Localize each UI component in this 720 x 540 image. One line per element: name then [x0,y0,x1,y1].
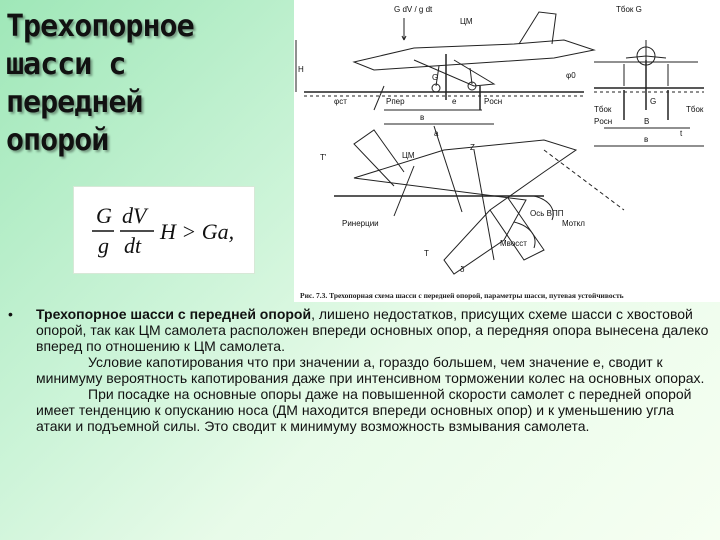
formula-num-right: dV [122,203,147,228]
fig-label-e: е [452,97,457,106]
fig-label-p-osn: Pосн [484,97,503,106]
fig-label-b-front-2: в [644,135,649,144]
bullet-mark: • [8,306,13,322]
slide-title [6,8,236,160]
paragraph-3: При посадке на основные опоры даже на повышенной скорости самолет с передней опорой имеет тенденцию к опусканию носа (ДМ находится впереди основных опор) и к уменьшению угла атаки и подъемной силы. Это сводит к минимуму возможность взмывания самолета. [36,386,692,434]
fig-label-b: в [420,113,425,122]
fig-label-p-inert: Pинерции [342,219,379,228]
fig-label-t-lower: t [680,129,683,138]
fig-label-t-bok-g: Tбок G [616,5,642,14]
bullet-paragraph [8,306,712,434]
formula-num-left: G [96,203,112,228]
aircraft-side-view [296,12,594,124]
fig-label-t-bok-right: Tбок [686,105,704,114]
formula-tail: H > Ga, [160,219,235,244]
body-text [8,306,712,434]
fig-label-g: G [432,73,439,82]
bullet-text [36,306,712,434]
title-line-4: опорой [6,123,109,158]
title-line-3: передней [6,85,143,120]
landing-gear-figure [294,0,720,302]
aircraft-front-view [594,40,704,146]
fig-label-a: а [434,129,439,138]
fig-label-top-formula: G dV / g dt [394,5,433,14]
title-line-2: шасси с [6,47,126,82]
paragraph-2: Условие капотирования что при значении а, гораздо большем, чем значение е, сводит к минимуму вероятность капотирования даже при интенсивном торможении колес на основных опорах. [36,354,705,386]
fig-label-cm-top: ЦМ [460,17,473,26]
paragraph-1-bold: Трехопорное шасси с передней опорой [36,306,312,322]
fig-label-cm-mid: ЦМ [402,151,415,160]
fig-label-phi0: φ0 [566,71,576,80]
title-line-1: Трехопорное [6,9,194,44]
fig-label-m-otkl: Mоткл [562,219,585,228]
fig-label-axis-vpp: Ось ВПП [530,209,564,218]
fig-label-t: T [424,249,429,258]
fig-label-b-front: В [644,117,650,126]
paragraph-1 [36,306,712,354]
fig-label-phi-st: φст [334,97,347,106]
figure-caption: Рис. 7.3. Трехопорная схема шасси с передней опорой, параметры шасси, путевая устойчивость [300,291,624,300]
paragraph-1-rest: , лишено недостатков, присущих схеме шасси с хвостовой опорой, так как ЦМ самолета расположен впереди основных опор, а передняя опора вынесена далеко вперед по отношению к ЦМ самолета. [36,306,709,354]
fig-label-p-osn-front: Pосн [594,117,613,126]
fig-label-z: Z [470,143,475,152]
aircraft-top-view [334,126,624,274]
fig-label-delta: δ [460,265,465,274]
fig-label-h: H [298,65,304,74]
fig-label-p-per: Pпер [386,97,405,106]
fig-label-g-front: G [650,97,657,106]
fig-label-t-prime: T' [320,153,327,162]
formula-den-left: g [98,233,109,258]
fig-label-m-vosst: Mвосст [500,239,527,248]
capsizing-formula [73,186,255,274]
fig-label-t-bok-left: Tбок [594,105,612,114]
formula-den-right: dt [124,233,142,258]
